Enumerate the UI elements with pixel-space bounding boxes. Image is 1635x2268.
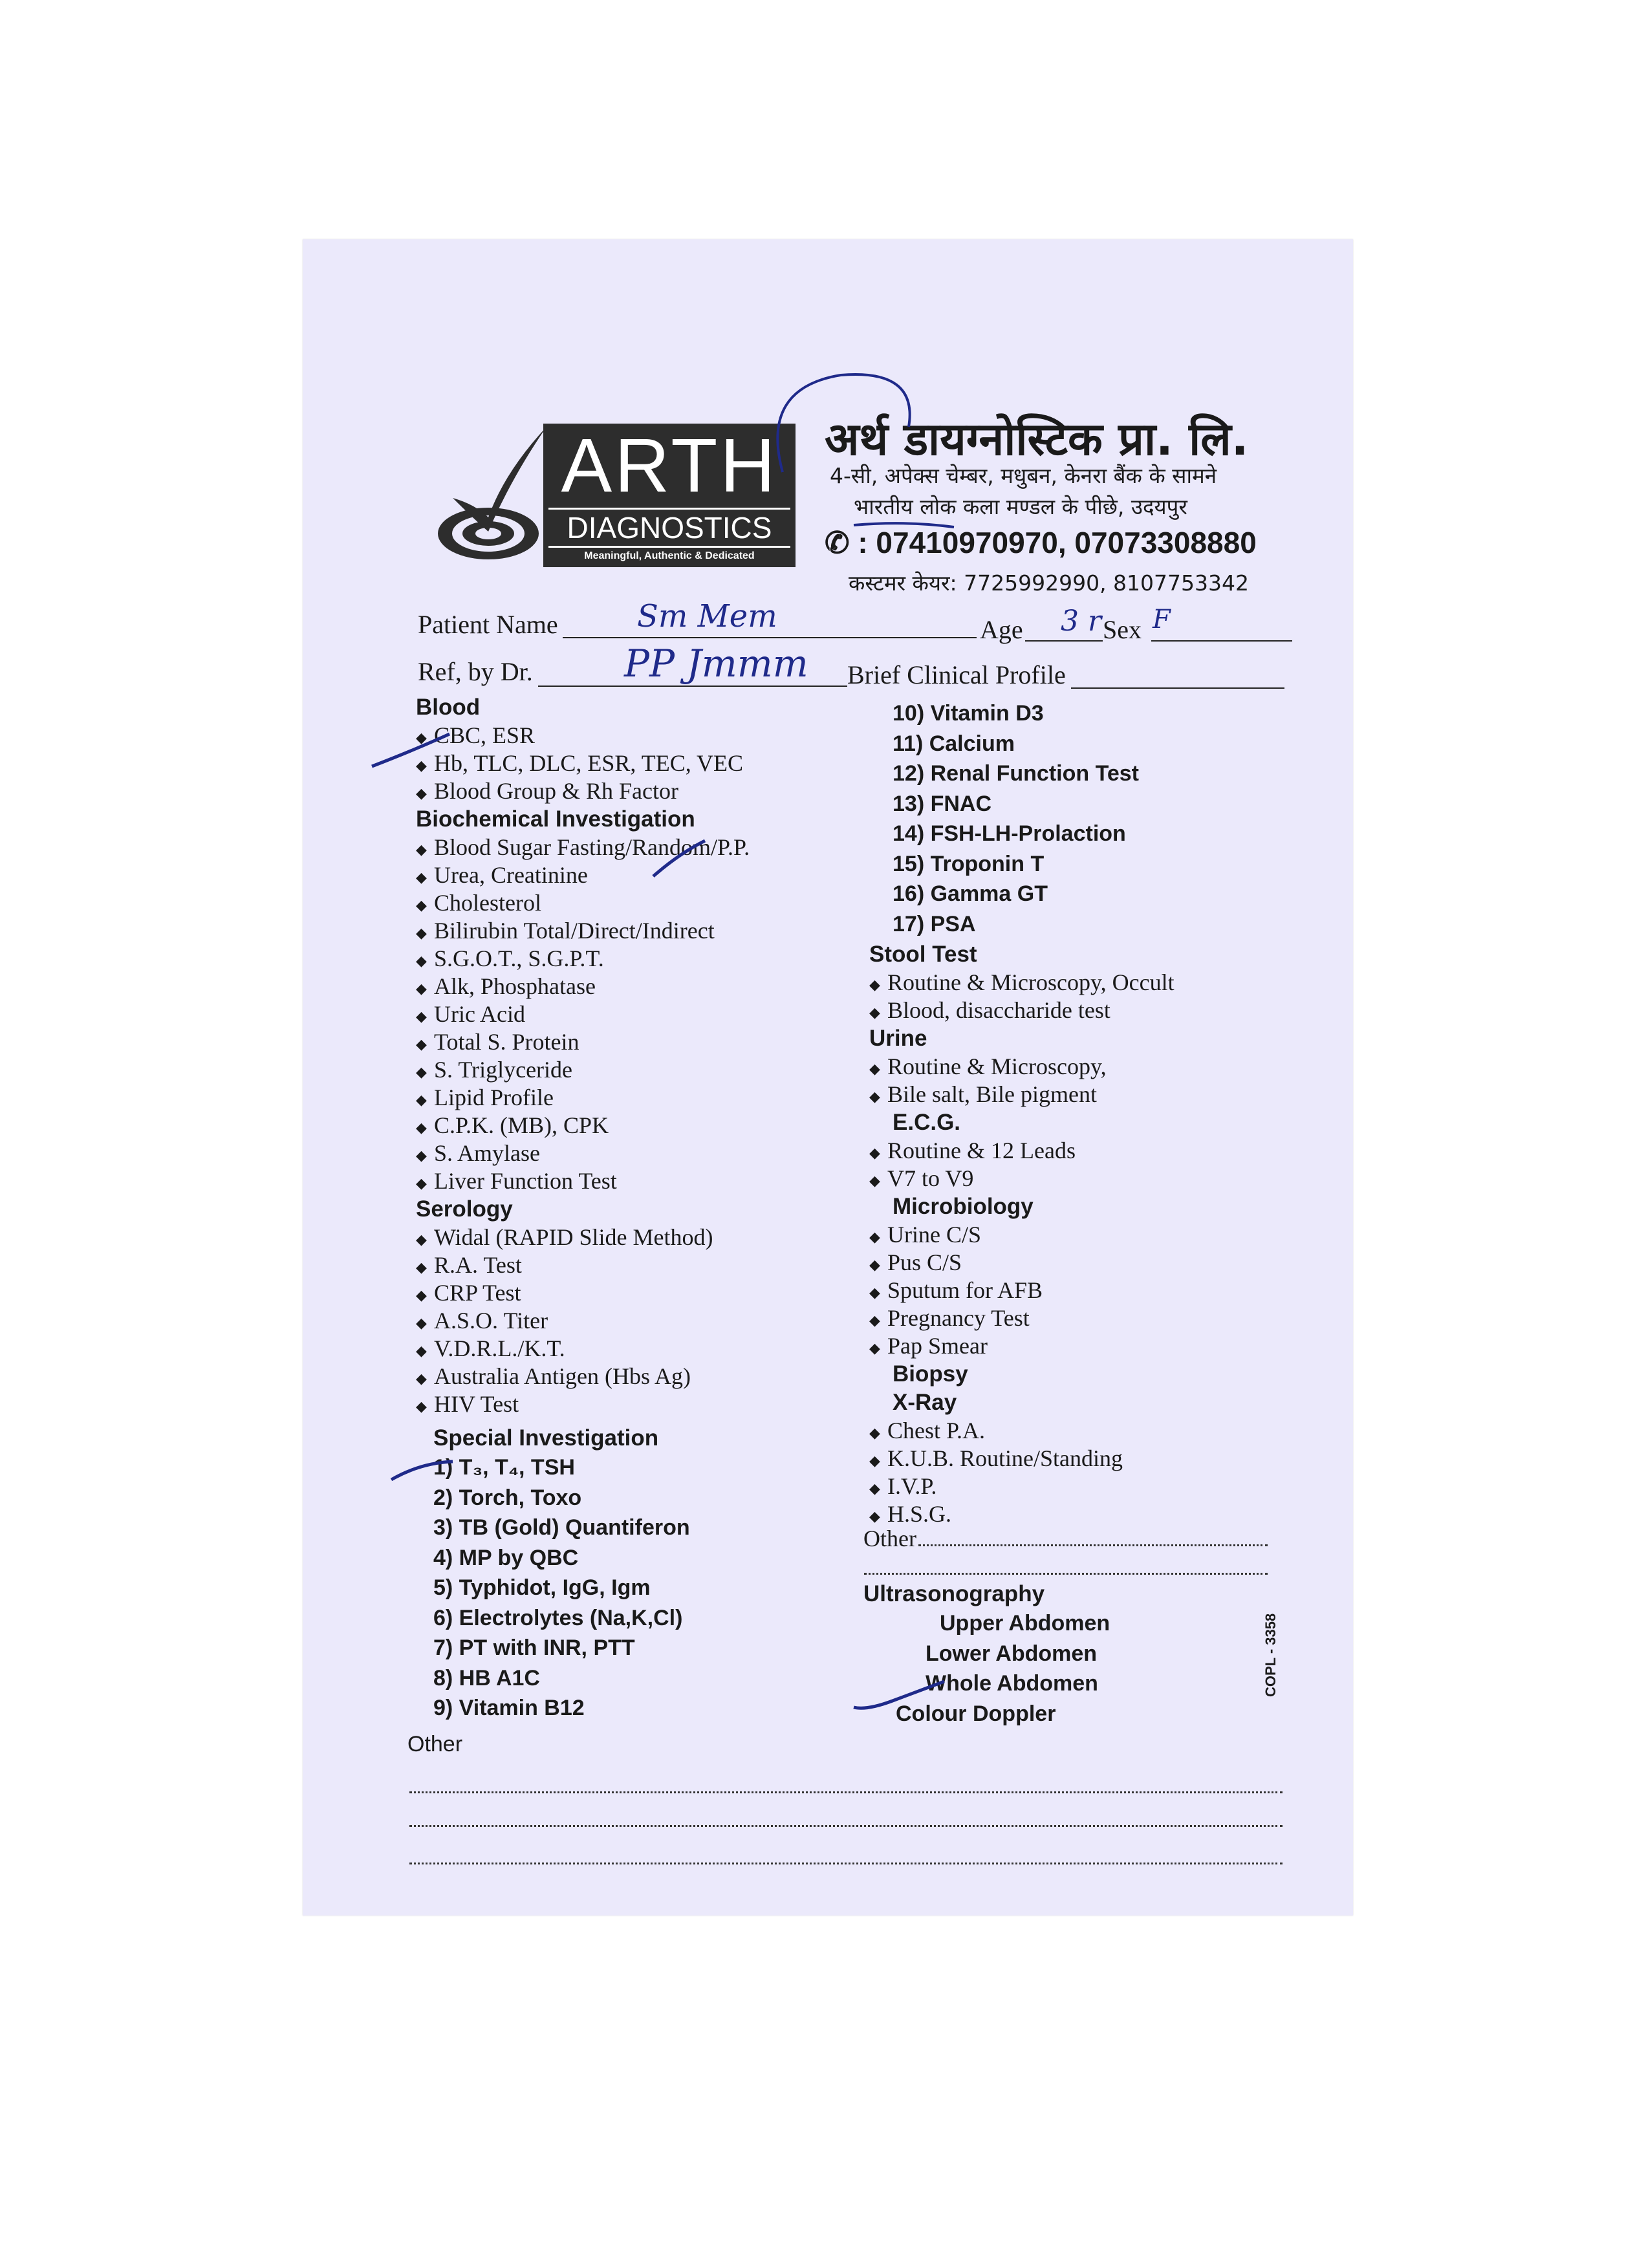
test-item-label: CRP Test: [434, 1280, 521, 1306]
test-item-label: Pus C/S: [887, 1249, 962, 1275]
bullet-icon: ◆: [416, 729, 427, 746]
test-item-label: Routine & 12 Leads: [887, 1138, 1076, 1163]
test-item-label: Blood, disaccharide test: [887, 997, 1110, 1023]
bullet-icon: ◆: [416, 1175, 427, 1192]
test-item-label: Total S. Protein: [434, 1029, 579, 1055]
special-test-item[interactable]: 1) T₃, T₄, TSH: [433, 1455, 575, 1480]
special-test-item[interactable]: 4) MP by QBC: [433, 1545, 579, 1570]
section-heading: Stool Test: [869, 942, 977, 967]
bullet-icon: ◆: [869, 1172, 880, 1189]
test-item-label: CBC, ESR: [434, 722, 536, 748]
bullet-icon: ◆: [869, 977, 880, 993]
bullet-icon: ◆: [416, 1370, 427, 1387]
test-item-label: Hb, TLC, DLC, ESR, TEC, VEC: [434, 750, 744, 776]
special-test-item[interactable]: 6) Electrolytes (Na,K,Cl): [433, 1605, 683, 1630]
bullet-icon: ◆: [869, 1004, 880, 1021]
test-item-label: Bile salt, Bile pigment: [887, 1081, 1097, 1107]
bullet-icon: ◆: [416, 1398, 427, 1415]
section-heading: E.C.G.: [893, 1110, 961, 1135]
numbered-test-item[interactable]: 13) FNAC: [893, 791, 992, 816]
bullet-icon: ◆: [416, 953, 427, 969]
ultrasonography-heading: Ultrasonography: [863, 1581, 1045, 1606]
test-item-label: C.P.K. (MB), CPK: [434, 1112, 609, 1138]
section-heading: Biochemical Investigation: [416, 806, 695, 832]
bullet-icon: ◆: [416, 841, 427, 858]
bullet-icon: ◆: [869, 1453, 880, 1469]
test-item-label: Cholesterol: [434, 890, 541, 916]
bullet-icon: ◆: [416, 869, 427, 886]
test-item-label: Pregnancy Test: [887, 1305, 1030, 1331]
test-item-label: Widal (RAPID Slide Method): [434, 1224, 713, 1250]
bullet-icon: ◆: [869, 1257, 880, 1273]
test-item-label: Bilirubin Total/Direct/Indirect: [434, 918, 715, 944]
special-test-item[interactable]: 7) PT with INR, PTT: [433, 1636, 635, 1660]
section-heading: X-Ray: [893, 1390, 957, 1415]
numbered-test-item[interactable]: 17) PSA: [893, 911, 976, 936]
bullet-icon: ◆: [869, 1508, 880, 1525]
test-item-label: K.U.B. Routine/Standing: [887, 1445, 1123, 1471]
test-item-label: Urine C/S: [887, 1222, 982, 1247]
test-item-label: Chest P.A.: [887, 1418, 986, 1443]
bullet-icon: ◆: [416, 1008, 427, 1025]
numbered-test-item[interactable]: 16) Gamma GT: [893, 881, 1048, 906]
test-item-label: Urea, Creatinine: [434, 862, 588, 888]
numbered-test-item[interactable]: 14) FSH-LH-Prolaction: [893, 821, 1126, 846]
ref-doctor-label: Ref, by Dr.: [418, 657, 533, 686]
bullet-icon: ◆: [869, 1480, 880, 1497]
bullet-icon: ◆: [416, 980, 427, 997]
numbered-test-item[interactable]: 12) Renal Function Test: [893, 761, 1139, 786]
bullet-icon: ◆: [869, 1425, 880, 1442]
sex-label: Sex: [1103, 615, 1142, 644]
ref-doctor-value[interactable]: PP Jmmm: [624, 642, 808, 686]
bullet-icon: ◆: [869, 1061, 880, 1077]
bullet-icon: ◆: [869, 1145, 880, 1161]
other-label: Other: [407, 1732, 463, 1756]
ultrasound-item[interactable]: Colour Doppler: [896, 1701, 1056, 1726]
section-heading: Serology: [416, 1196, 513, 1222]
test-item-label: Uric Acid: [434, 1001, 525, 1027]
patient-name-value[interactable]: Sm Mem: [637, 598, 777, 634]
test-item-label: Routine & Microscopy, Occult: [887, 969, 1175, 995]
test-item-label: Liver Function Test: [434, 1168, 617, 1194]
ultrasound-item[interactable]: Lower Abdomen: [926, 1641, 1098, 1666]
numbered-test-item[interactable]: 15) Troponin T: [893, 851, 1045, 876]
test-item-label: Alk, Phosphatase: [434, 973, 596, 999]
bullet-icon: ◆: [869, 1284, 880, 1301]
clinical-profile-label: Brief Clinical Profile: [847, 660, 1066, 689]
test-item-label: Australia Antigen (Hbs Ag): [434, 1363, 691, 1389]
test-item-label: H.S.G.: [887, 1501, 952, 1527]
age-label: Age: [980, 615, 1023, 644]
special-investigation-heading: Special Investigation: [433, 1425, 659, 1451]
sex-value[interactable]: F: [1153, 605, 1171, 634]
section-heading: Urine: [869, 1026, 927, 1051]
bullet-icon: ◆: [416, 1315, 427, 1332]
bullet-icon: ◆: [416, 1036, 427, 1053]
numbered-test-item[interactable]: 10) Vitamin D3: [893, 701, 1044, 726]
numbered-test-item[interactable]: 11) Calcium: [893, 731, 1015, 756]
logo-text: ARTH: [561, 423, 778, 508]
bullet-icon: ◆: [416, 1343, 427, 1359]
bullet-icon: ◆: [869, 1229, 880, 1246]
test-item-label: Pap Smear: [887, 1333, 988, 1359]
test-item-label: Blood Sugar Fasting/Random/P.P.: [434, 834, 750, 860]
section-heading: Blood: [416, 695, 481, 720]
test-item-label: HIV Test: [434, 1391, 519, 1417]
ultrasound-item[interactable]: Upper Abdomen: [940, 1611, 1110, 1636]
test-item-label: Lipid Profile: [434, 1085, 554, 1110]
bullet-icon: ◆: [416, 757, 427, 774]
test-item-label: Routine & Microscopy,: [887, 1053, 1107, 1079]
test-item-label: R.A. Test: [434, 1252, 522, 1278]
test-item-label: A.S.O. Titer: [434, 1308, 548, 1334]
bullet-icon: ◆: [416, 1064, 427, 1081]
patient-name-label: Patient Name: [418, 610, 558, 639]
bullet-icon: ◆: [869, 1088, 880, 1105]
test-item-label: I.V.P.: [887, 1473, 937, 1499]
bullet-icon: ◆: [416, 1287, 427, 1304]
bullet-icon: ◆: [869, 1312, 880, 1329]
test-item-label: Blood Group & Rh Factor: [434, 778, 678, 804]
test-item-label: S.G.O.T., S.G.P.T.: [434, 945, 604, 971]
bullet-icon: ◆: [416, 1119, 427, 1136]
bullet-icon: ◆: [869, 1340, 880, 1357]
bullet-icon: ◆: [416, 1259, 427, 1276]
special-test-item[interactable]: 5) Typhidot, IgG, Igm: [433, 1575, 651, 1600]
address-line-1: 4-सी, अपेक्स चेम्बर, मधुबन, केनरा बैंक के सामने: [830, 463, 1217, 488]
phone-numbers: ✆ : 07410970970, 07073308880: [825, 526, 1257, 559]
age-value[interactable]: 3 r: [1061, 605, 1102, 638]
bullet-icon: ◆: [416, 785, 427, 802]
bullet-icon: ◆: [416, 1092, 427, 1108]
bullet-icon: ◆: [416, 897, 427, 914]
test-item-label: V7 to V9: [887, 1165, 974, 1191]
test-item-label: Sputum for AFB: [887, 1277, 1043, 1303]
logo-tagline: Meaningful, Authentic & Dedicated: [584, 550, 755, 561]
special-test-item[interactable]: 3) TB (Gold) Quantiferon: [433, 1515, 690, 1540]
bullet-icon: ◆: [416, 925, 427, 942]
ultrasound-item[interactable]: Whole Abdomen: [926, 1671, 1098, 1696]
customer-care: कस्टमर केयर: 7725992990, 8107753342: [849, 570, 1250, 596]
address-line-2: भारतीय लोक कला मण्डल के पीछे, उदयपुर: [854, 494, 1187, 519]
special-test-item[interactable]: 2) Torch, Toxo: [433, 1485, 582, 1510]
test-item-label: S. Triglyceride: [434, 1057, 573, 1083]
bullet-icon: ◆: [416, 1231, 427, 1248]
hindi-company-name: अर्थ डायग्नोस्टिक प्रा. लि.: [825, 413, 1249, 466]
section-heading: Biopsy: [893, 1361, 968, 1387]
form-code: COPL - 3358: [1262, 1613, 1279, 1697]
test-item-label: V.D.R.L./K.T.: [434, 1335, 565, 1361]
right-other-label: Other: [863, 1526, 916, 1551]
section-heading: Microbiology: [893, 1194, 1034, 1219]
bullet-icon: ◆: [416, 1147, 427, 1164]
special-test-item[interactable]: 8) HB A1C: [433, 1665, 540, 1690]
special-test-item[interactable]: 9) Vitamin B12: [433, 1696, 585, 1720]
logo-subtitle: DIAGNOSTICS: [548, 508, 790, 548]
test-item-label: S. Amylase: [434, 1140, 541, 1166]
